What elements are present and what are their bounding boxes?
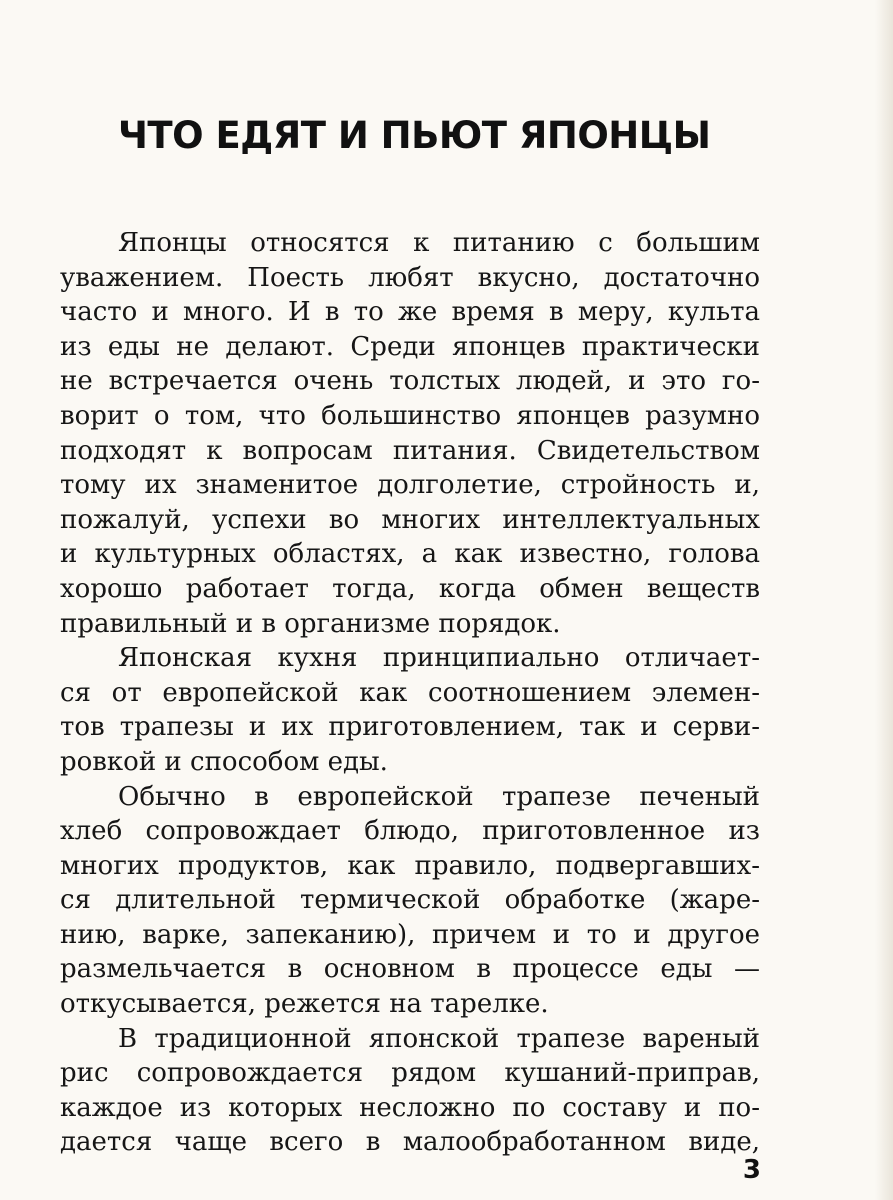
text-line: тому их знаменитое долголетие, стройность и, — [60, 470, 760, 501]
text-line: уважением. Поесть любят вкусно, достаточно — [60, 262, 760, 293]
text-line: Обычно в европейской трапезе печеный — [118, 781, 760, 812]
text-line: многих продуктов, как правило, подвергавших- — [60, 850, 760, 881]
text-line: пожалуй, успехи во многих интеллектуальных — [60, 504, 760, 535]
text-line: Японская кухня принципиально отличает- — [118, 643, 760, 674]
text-line: Японцы относятся к питанию с большим — [118, 228, 760, 258]
text-line: рис сопровождается рядом кушаний-приправ, — [60, 1058, 760, 1089]
text-line: из еды не делают. Среди японцев практически — [60, 331, 760, 362]
text-line: размельчается в основном в процессе еды — — [60, 954, 760, 985]
text-line: тов трапезы и их приготовлением, так и серви- — [60, 712, 760, 743]
page-number: 3 — [742, 1155, 761, 1185]
text-line: нию, варке, запеканию), причем и то и другое — [60, 919, 760, 950]
text-line: ся от европейской как соотношением элемен- — [60, 677, 760, 708]
text-line: хорошо работает тогда, когда обмен веществ — [60, 573, 760, 604]
page-edge-shadow — [875, 0, 893, 1200]
text-line: хлеб сопровождает блюдо, приготовленное из — [60, 816, 760, 847]
text-line: ворит о том, что большинство японцев разумно — [60, 400, 760, 431]
body-text — [60, 226, 760, 1160]
text-line: ся длительной термической обработке (жаре- — [60, 885, 760, 916]
text-line: правильный и в организме порядок. — [60, 608, 561, 639]
text-line: часто и много. И в то же время в меру, культа — [60, 297, 760, 328]
text-line: ровкой и способом еды. — [60, 746, 388, 777]
text-line: дается чаще всего в малообработанном виде, — [60, 1127, 760, 1158]
text-line: откусывается, режется на тарелке. — [60, 989, 549, 1020]
text-line: В традиционной японской трапезе вареный — [118, 1023, 760, 1054]
text-line: подходят к вопросам питания. Свидетельством — [60, 435, 760, 466]
chapter-title: ЧТО ЕДЯТ И ПЬЮТ ЯПОНЦЫ — [118, 114, 711, 157]
text-line: не встречается очень толстых людей, и это го- — [60, 366, 760, 397]
text-line: и культурных областях, а как известно, голова — [60, 539, 760, 570]
text-line: каждое из которых несложно по составу и по- — [60, 1092, 760, 1123]
